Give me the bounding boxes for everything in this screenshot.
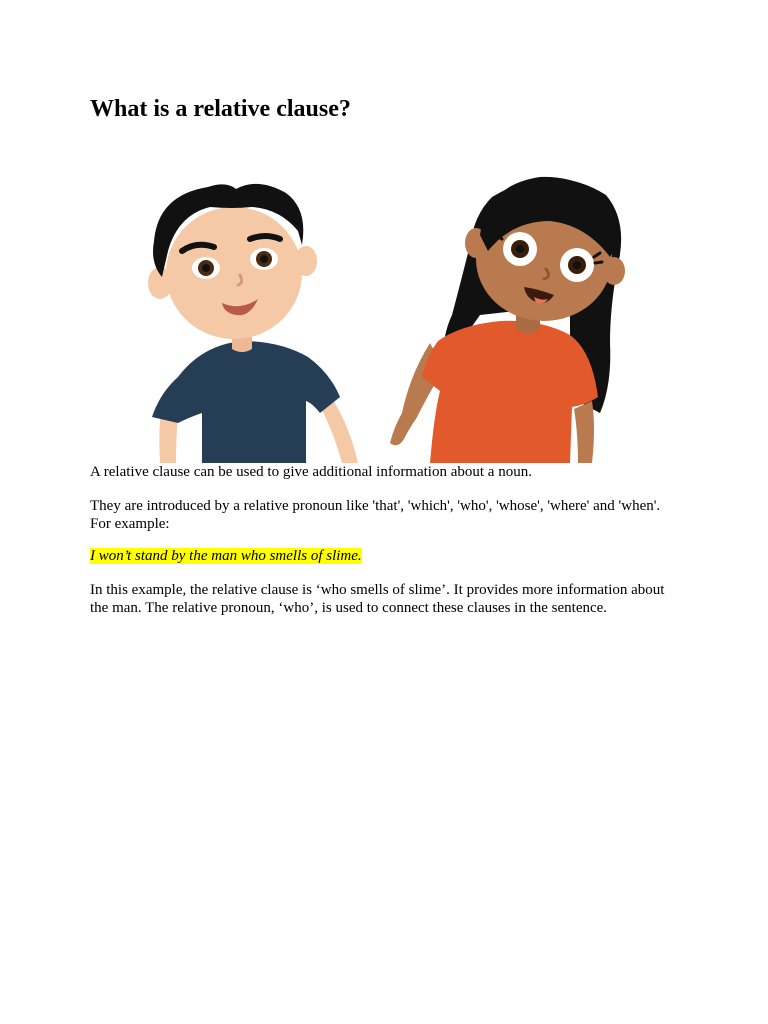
example-paragraph [90,547,680,565]
highlighted-example-sentence: I won’t stand by the man who smells of slime. [90,548,362,564]
paragraph-pronouns: They are introduced by a relative pronoun like 'that', 'which', 'who', 'whose', 'where' and 'when'. For example: [90,498,661,532]
girl-figure [390,177,625,463]
paragraph-intro: A relative clause can be used to give additional information about a noun. [90,464,532,480]
paragraph-explanation: In this example, the relative clause is ‘who smells of slime’. It provides more information about the man. The relative pronoun, ‘who’, is used to connect these clauses in the sentence. [90,582,665,616]
boy-figure [148,184,358,463]
two-children-illustration [140,165,640,463]
page-title: What is a relative clause? [90,96,351,122]
